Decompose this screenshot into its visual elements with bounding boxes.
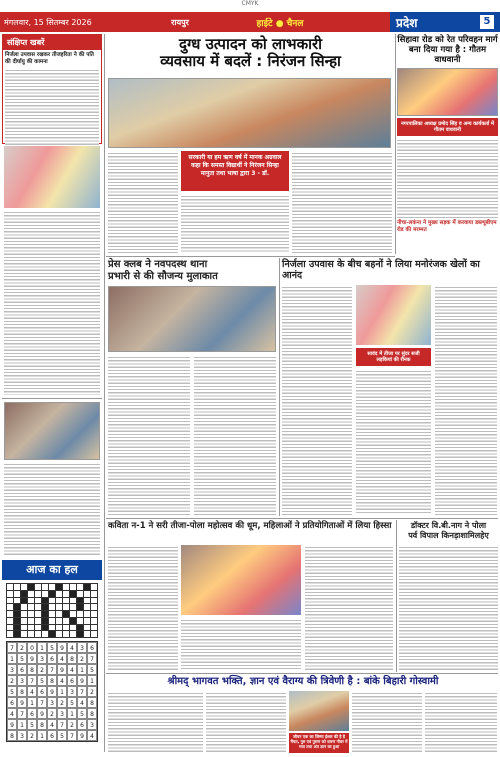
press-club-headline: प्रेस क्लब ने नवपदस्थ थाना प्रभारी से की सौजन्य मुलाकात — [108, 259, 218, 282]
crossword-cell — [14, 618, 20, 624]
sudoku-cell: 5 — [67, 697, 77, 708]
crossword-cell — [14, 598, 20, 604]
crossword-cell — [14, 631, 20, 637]
sudoku-cell: 6 — [47, 730, 57, 741]
sudoku-cell: 5 — [47, 642, 57, 653]
column-divider — [395, 34, 396, 254]
crossword-cell — [91, 604, 97, 610]
crossword-cell — [42, 631, 48, 637]
right-mid-headline: डॉक्टर वि.बी.नाग ने पोला पर्व विपाल किनड़ाशामिलहेए — [408, 521, 489, 540]
sudoku-cell: 1 — [7, 653, 17, 664]
sudoku-cell: 7 — [87, 653, 97, 664]
sudoku-cell: 7 — [67, 730, 77, 741]
crossword-cell — [91, 618, 97, 624]
crossword-cell — [7, 618, 13, 624]
column-divider — [396, 520, 397, 672]
sudoku-cell: 6 — [67, 675, 77, 686]
sudoku-cell: 0 — [27, 642, 37, 653]
kavita-photo — [181, 545, 301, 615]
crossword-cell — [84, 631, 90, 637]
crossword-cell — [21, 618, 27, 624]
sudoku-cell: 4 — [77, 697, 87, 708]
crossword-cell — [21, 611, 27, 617]
crossword-cell — [7, 598, 13, 604]
crossword-cell — [84, 591, 90, 597]
sudoku-grid — [6, 641, 98, 742]
sudoku-cell: 5 — [77, 708, 87, 719]
crossword-cell — [7, 591, 13, 597]
sudoku-cell: 3 — [47, 697, 57, 708]
crossword-cell — [70, 604, 76, 610]
page-masthead — [0, 12, 500, 32]
sudoku-cell: 1 — [17, 719, 27, 730]
crossword-cell — [21, 584, 27, 590]
crossword-cell — [35, 625, 41, 631]
sudoku-cell: 6 — [87, 642, 97, 653]
crossword-cell — [14, 611, 20, 617]
crossword-cell — [35, 604, 41, 610]
crossword-cell — [84, 598, 90, 604]
crossword-cell — [49, 631, 55, 637]
crossword-cell — [77, 611, 83, 617]
crossword-cell — [42, 584, 48, 590]
crossword-cell — [77, 598, 83, 604]
nirjala-text-col-3 — [435, 285, 497, 515]
sudoku-cell: 4 — [87, 730, 97, 741]
crossword-cell — [35, 598, 41, 604]
sudoku-cell: 4 — [7, 708, 17, 719]
bottom-quote: जीवन एक का जिम्मा ईश्वर की है है मैंचत, गुरु एवं पुराण को धारण नीवर में भाव तथा अंत ज्ञान का हुआ — [289, 733, 349, 753]
nirjala-headline: निर्जला उपवास के बीच बहनों ने लिया मनोरंजक खेलों का आनंद — [282, 259, 480, 281]
right-top-headline: सिहावा रोड को रेत परिवहन मार्ग बना दिया गया है : गौतम वाधवानी — [397, 35, 498, 65]
crossword-cell — [35, 591, 41, 597]
sudoku-cell: 9 — [47, 686, 57, 697]
newspaper-brand: हाईटे ● चैनल — [256, 18, 304, 29]
sudoku-cell: 5 — [27, 719, 37, 730]
sudoku-cell: 1 — [37, 642, 47, 653]
sudoku-cell: 4 — [27, 686, 37, 697]
bottom-text-col-4 — [425, 691, 497, 753]
sudoku-cell: 5 — [17, 653, 27, 664]
crossword-cell — [56, 618, 62, 624]
crossword-cell — [84, 611, 90, 617]
crossword-cell — [56, 598, 62, 604]
sudoku-cell: 3 — [17, 730, 27, 741]
bottom-headline: श्रीमद् भागवत भक्ति, ज्ञान एवं वैराग्य की त्रिवेणी है : बांके बिहारी गोस्वामी — [167, 676, 439, 687]
sudoku-cell: 5 — [87, 664, 97, 675]
crossword-cell — [70, 625, 76, 631]
press-text-col-2 — [194, 355, 276, 515]
lead-text-col-1 — [108, 151, 178, 253]
crossword-cell — [35, 584, 41, 590]
sudoku-cell: 8 — [87, 697, 97, 708]
sudoku-cell: 4 — [67, 642, 77, 653]
crossword-cell — [63, 591, 69, 597]
sudoku-cell: 7 — [37, 697, 47, 708]
waadhwani-photo — [397, 68, 498, 116]
crossword-cell — [70, 611, 76, 617]
right-top-text — [397, 138, 498, 218]
sudoku-cell: 4 — [57, 675, 67, 686]
sudoku-cell: 9 — [57, 642, 67, 653]
crossword-cell — [56, 604, 62, 610]
crossword-cell — [21, 598, 27, 604]
sudoku-cell: 9 — [27, 653, 37, 664]
crossword-cell — [49, 598, 55, 604]
crossword-cell — [84, 625, 90, 631]
puzzle-title: आज का हल — [2, 560, 102, 580]
sudoku-cell: 3 — [87, 719, 97, 730]
sudoku-cell: 3 — [7, 664, 17, 675]
crossword-cell — [7, 611, 13, 617]
top-registration-strip: CMYK — [0, 0, 500, 12]
sudoku-cell: 4 — [57, 653, 67, 664]
crossword-cell — [7, 625, 13, 631]
sudoku-cell: 2 — [87, 686, 97, 697]
sudoku-cell: 7 — [17, 708, 27, 719]
crossword-cell — [77, 631, 83, 637]
crossword-cell — [21, 604, 27, 610]
crossword-cell — [70, 584, 76, 590]
sudoku-cell: 6 — [17, 664, 27, 675]
sudoku-cell: 5 — [37, 675, 47, 686]
crossword-cell — [49, 625, 55, 631]
bottom-text-col-1 — [108, 691, 203, 753]
sudoku-cell: 9 — [77, 675, 87, 686]
crossword-cell — [91, 598, 97, 604]
kavita-text-col-1 — [108, 545, 178, 670]
press-club-photo — [108, 286, 276, 352]
crossword-cell — [63, 618, 69, 624]
sudoku-cell: 8 — [17, 686, 27, 697]
crossword-cell — [28, 631, 34, 637]
divider — [2, 398, 102, 399]
sudoku-cell: 1 — [57, 686, 67, 697]
kavita-text-col-3 — [305, 545, 393, 670]
sudoku-cell: 7 — [47, 664, 57, 675]
sudoku-cell: 2 — [77, 653, 87, 664]
sudoku-cell: 2 — [27, 730, 37, 741]
sudoku-cell: 3 — [57, 708, 67, 719]
crossword-cell — [28, 584, 34, 590]
sudoku-cell: 3 — [67, 686, 77, 697]
crossword-cell — [63, 631, 69, 637]
crossword-cell — [14, 591, 20, 597]
brief-news-text — [5, 68, 99, 150]
crossword-cell — [42, 604, 48, 610]
kavita-text-col-2 — [181, 618, 301, 670]
sudoku-cell: 8 — [7, 730, 17, 741]
crossword-cell — [42, 625, 48, 631]
lead-headline: दुग्ध उत्पादन को लाभकारी व्यवसाय में बदलें : निरंजन सिन्हा — [160, 35, 341, 71]
press-text-col-1 — [108, 355, 190, 515]
sudoku-cell: 6 — [37, 686, 47, 697]
section-label: प्रदेश 5 — [390, 12, 500, 32]
crossword-cell — [21, 631, 27, 637]
edition-city: रायपुर — [171, 17, 189, 27]
crossword-cell — [56, 611, 62, 617]
tij-festival-photo — [4, 146, 100, 208]
sudoku-cell: 4 — [47, 719, 57, 730]
left-column-text — [4, 210, 100, 395]
crossword-cell — [49, 611, 55, 617]
crossword-cell — [28, 618, 34, 624]
crossword-cell — [70, 598, 76, 604]
sudoku-cell: 3 — [77, 642, 87, 653]
sudoku-cell: 2 — [37, 664, 47, 675]
kavita-headline: कविता न-1 ने सरी तीजा-पोला महोत्सव की धूम, महिलाओं ने प्रतियोगिताओं में लिया हिस्सा — [108, 521, 392, 531]
crossword-cell — [49, 604, 55, 610]
lead-photo — [108, 78, 391, 148]
crossword-cell — [91, 625, 97, 631]
crossword-cell — [63, 611, 69, 617]
crossword-grid — [6, 583, 98, 638]
right-top-story — [397, 36, 498, 254]
sudoku-cell: 3 — [37, 653, 47, 664]
sudoku-cell: 4 — [67, 664, 77, 675]
sudoku-cell: 5 — [57, 730, 67, 741]
crossword-cell — [14, 625, 20, 631]
brief-news-box — [2, 34, 102, 144]
crossword-cell — [91, 611, 97, 617]
sudoku-cell: 6 — [77, 719, 87, 730]
sudoku-cell: 6 — [27, 708, 37, 719]
crossword-cell — [7, 604, 13, 610]
crossword-cell — [42, 611, 48, 617]
bottom-text-col-3 — [352, 691, 422, 753]
right-mid-text — [399, 545, 498, 670]
sudoku-cell: 2 — [17, 642, 27, 653]
sudoku-cell: 7 — [57, 719, 67, 730]
sudoku-cell: 6 — [47, 653, 57, 664]
crossword-cell — [21, 591, 27, 597]
crossword-cell — [28, 604, 34, 610]
bottom-text-col-2 — [206, 691, 286, 753]
divider — [106, 673, 498, 674]
column-divider — [279, 258, 280, 516]
bottom-photo — [289, 691, 349, 731]
photo-caption: नगरपालिका अध्यक्ष प्रमोद सिंह व अन्य कार्यकर्ता में गौतम वाधवानी — [397, 118, 498, 136]
crossword-cell — [70, 618, 76, 624]
sudoku-cell: 7 — [7, 642, 17, 653]
sudoku-cell: 2 — [47, 708, 57, 719]
sudoku-cell: 9 — [57, 664, 67, 675]
sudoku-cell: 7 — [27, 675, 37, 686]
sudoku-cell: 8 — [67, 653, 77, 664]
crossword-cell — [63, 598, 69, 604]
column-divider — [104, 34, 105, 752]
nirjala-photo — [356, 285, 431, 345]
crossword-cell — [42, 591, 48, 597]
sudoku-cell: 3 — [17, 675, 27, 686]
sudoku-cell: 2 — [67, 719, 77, 730]
lead-text-col-3 — [292, 151, 392, 253]
issue-date: मंगलवार, 15 सितम्बर 2026 — [4, 17, 92, 27]
sudoku-cell: 1 — [27, 697, 37, 708]
sudoku-cell: 8 — [87, 708, 97, 719]
lead-text-col-2 — [181, 194, 289, 253]
crossword-cell — [77, 584, 83, 590]
crossword-cell — [42, 618, 48, 624]
crossword-cell — [63, 625, 69, 631]
crossword-cell — [77, 604, 83, 610]
divider — [106, 518, 498, 519]
crossword-cell — [49, 591, 55, 597]
crossword-cell — [91, 584, 97, 590]
crossword-cell — [42, 598, 48, 604]
crossword-cell — [63, 604, 69, 610]
crossword-cell — [56, 625, 62, 631]
nirjala-quote: सावंद में तीजा पर सुंदर सजी लड़कियां की रौनक — [356, 348, 431, 366]
crossword-cell — [77, 625, 83, 631]
crossword-cell — [84, 618, 90, 624]
sudoku-cell: 5 — [7, 686, 17, 697]
brief-news-title: संक्षिप्त खबरें — [3, 35, 101, 50]
sudoku-cell: 1 — [37, 730, 47, 741]
nirjala-text-col-1 — [282, 285, 352, 515]
crossword-cell — [56, 631, 62, 637]
crossword-cell — [28, 625, 34, 631]
crossword-cell — [56, 591, 62, 597]
crossword-cell — [35, 618, 41, 624]
sudoku-cell: 1 — [67, 708, 77, 719]
sudoku-cell: 6 — [7, 697, 17, 708]
crossword-cell — [49, 618, 55, 624]
sudoku-cell: 2 — [57, 697, 67, 708]
crossword-cell — [21, 625, 27, 631]
crossword-cell — [7, 584, 13, 590]
sudoku-cell: 1 — [87, 675, 97, 686]
crossword-cell — [35, 611, 41, 617]
crossword-cell — [14, 604, 20, 610]
crossword-cell — [7, 631, 13, 637]
crossword-cell — [28, 591, 34, 597]
page-number: 5 — [480, 15, 494, 29]
crossword-cell — [49, 584, 55, 590]
sudoku-cell: 1 — [77, 664, 87, 675]
crossword-cell — [70, 591, 76, 597]
crossword-cell — [63, 584, 69, 590]
brief-first-headline: निर्जला उपवास रखकर तीजहरिता ने की पति की दीर्घायु की कामना — [5, 52, 94, 65]
sudoku-cell: 8 — [47, 675, 57, 686]
sudoku-cell: 8 — [27, 664, 37, 675]
crossword-cell — [77, 591, 83, 597]
sudoku-cell: 8 — [37, 719, 47, 730]
nirjala-text-col-2 — [356, 369, 431, 515]
crossword-cell — [70, 631, 76, 637]
road-repair-subhead: नीचा-लकंना ने मुख्य सड़क में करवाया डब्ल्यूबीएम रोड की मरम्मत — [397, 220, 497, 234]
left-column-text-2 — [4, 462, 100, 557]
crossword-cell — [84, 604, 90, 610]
sudoku-cell: 7 — [77, 686, 87, 697]
crossword-cell — [28, 611, 34, 617]
divider — [106, 256, 395, 257]
sudoku-cell: 9 — [17, 697, 27, 708]
crossword-cell — [84, 584, 90, 590]
sudoku-cell: 9 — [37, 708, 47, 719]
crossword-cell — [91, 591, 97, 597]
lead-quote: सरकारी या हम ऋण वर्ष में मानक अग्रवाल कहा कि समस्त विद्यार्थी ने निरंजन सिन्हा मानुता तथा भाषा द्वारा 3 - डॉ. — [181, 151, 289, 191]
crossword-cell — [14, 584, 20, 590]
sudoku-cell: 2 — [7, 675, 17, 686]
sudoku-cell: 9 — [77, 730, 87, 741]
crossword-cell — [77, 618, 83, 624]
sudoku-cell: 9 — [7, 719, 17, 730]
crossword-cell — [35, 631, 41, 637]
crossword-cell — [91, 631, 97, 637]
tij-gathering-photo — [4, 402, 100, 460]
crossword-cell — [56, 584, 62, 590]
crossword-cell — [28, 598, 34, 604]
